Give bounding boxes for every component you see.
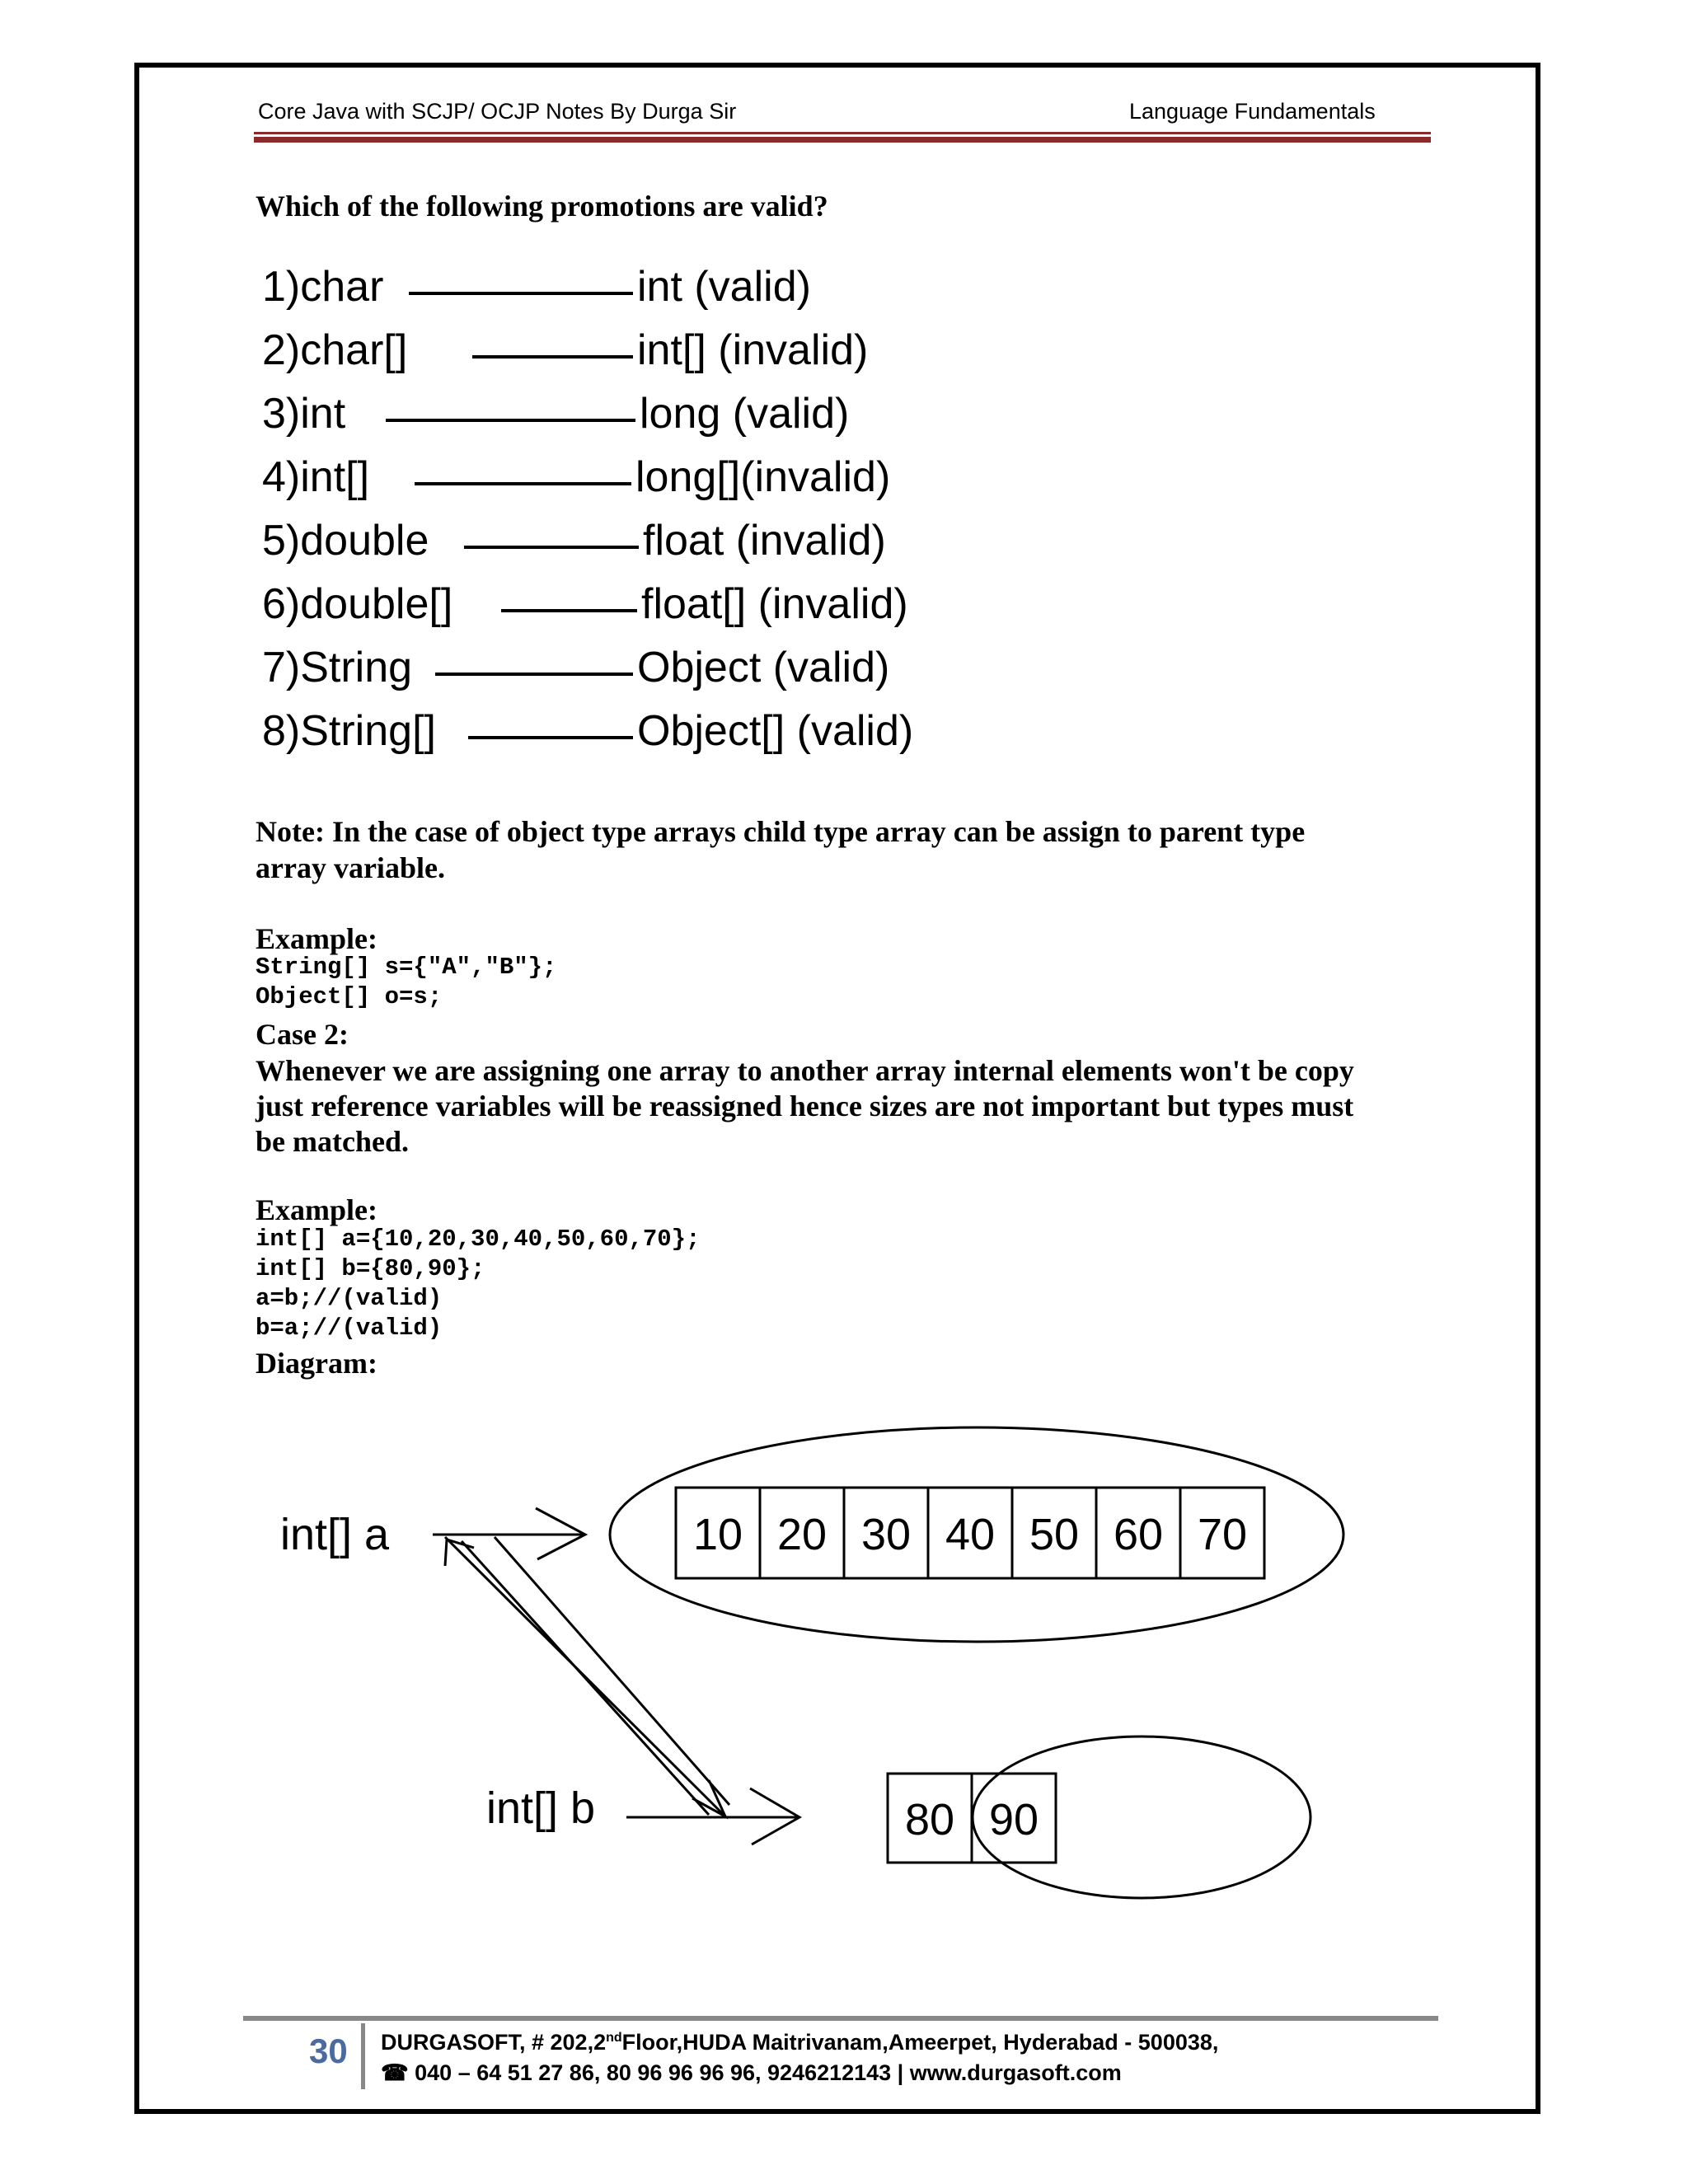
case-2-line-3: be matched. [256, 1125, 409, 1158]
promotion-target: long (valid) [640, 390, 850, 438]
array-cell-value: 70 [1197, 1510, 1248, 1559]
promotion-source: 1)char [262, 263, 384, 311]
header-rule-thick [254, 137, 1431, 143]
promotion-row [262, 579, 1004, 637]
promotion-source: 4)int[] [262, 453, 370, 501]
promotion-arrow-line [464, 546, 639, 549]
promotion-row [262, 262, 1004, 320]
promotion-row [262, 452, 1004, 510]
promotion-row [262, 389, 1004, 447]
array-b-cells [888, 1774, 1056, 1863]
footer-rule [243, 2016, 1438, 2021]
footer-divider [361, 2023, 365, 2089]
promotion-arrow-line [415, 482, 631, 485]
example-2-label: Example: [256, 1193, 377, 1226]
promotion-source: 8)String[] [262, 707, 436, 755]
case-2-line-2: just reference variables will be reassigned hence sizes are not important but types must [256, 1090, 1354, 1122]
example-2-code-2: int[] b={80,90}; [256, 1255, 485, 1282]
promotion-arrow-line [501, 609, 637, 612]
promotion-target: Object (valid) [637, 644, 890, 691]
promotion-source: 6)double[] [262, 580, 453, 628]
example-2-code-4: b=a;//(valid) [256, 1315, 443, 1342]
promotion-arrow-line [472, 355, 633, 359]
array-cell-value: 10 [692, 1510, 743, 1559]
array-cell-value: 90 [988, 1795, 1039, 1844]
array-cell-value: 40 [945, 1510, 996, 1559]
promotion-arrow-line [409, 292, 633, 295]
promotion-target: int[] (invalid) [637, 326, 869, 374]
note-line-2: array variable. [256, 851, 445, 884]
promotion-target: long[](invalid) [635, 453, 891, 501]
example-2-code-1: int[] a={10,20,30,40,50,60,70}; [256, 1226, 701, 1253]
header-rule [254, 132, 1431, 134]
promotion-row [262, 643, 1004, 701]
arrow-b-to-a [462, 1541, 709, 1815]
note-line-1: Note: In the case of object type arrays child type array can be assign to parent type [256, 815, 1306, 848]
promotion-arrow-line [435, 673, 633, 676]
question-text: Which of the following promotions are valid? [256, 190, 828, 223]
promotion-source: 7)String [262, 644, 413, 691]
promotion-source: 2)char[] [262, 326, 408, 374]
promotion-target: int (valid) [637, 263, 811, 311]
example-1-code-1: String[] s={"A","B"}; [256, 954, 557, 981]
array-cell-value: 80 [904, 1795, 955, 1844]
promotion-target: float (invalid) [643, 517, 886, 565]
promotion-arrow-line [386, 419, 635, 422]
promotion-target: Object[] (valid) [637, 707, 914, 755]
promotion-row [262, 516, 1004, 574]
promotion-source: 5)double [262, 517, 429, 565]
promotion-row [262, 326, 1004, 383]
diagram-label: Diagram: [256, 1347, 377, 1380]
array-a-cells [676, 1488, 1264, 1578]
ref-b-label: int[] b [486, 1783, 596, 1833]
example-1-code-2: Object[] o=s; [256, 983, 443, 1010]
promotion-source: 3)int [262, 390, 346, 438]
header-title: Core Java with SCJP/ OCJP Notes By Durga Sir [258, 99, 737, 124]
footer-contact: ☎ 040 – 64 51 27 86, 80 96 96 96 96, 9246212143 | www.durgasoft.com [381, 2060, 1122, 2085]
example-1-label: Example: [256, 922, 377, 955]
promotion-target: float[] (invalid) [641, 580, 908, 628]
phone-icon: ☎ [381, 2060, 409, 2085]
array-cell-value: 60 [1113, 1510, 1164, 1559]
page-number: 30 [309, 2032, 348, 2070]
array-cell-value: 50 [1029, 1510, 1080, 1559]
array-cell-value: 20 [776, 1510, 828, 1559]
promotion-row [262, 706, 1004, 764]
case-2-line-1: Whenever we are assigning one array to another array internal elements won't be copy [256, 1054, 1354, 1087]
array-cell-value: 30 [860, 1510, 912, 1559]
footer-address: DURGASOFT, # 202,2ndFloor,HUDA Maitrivanam,Ameerpet, Hyderabad - 500038, [381, 2030, 1219, 2055]
header-section: Language Fundamentals [1129, 99, 1376, 124]
ref-a-label: int[] a [280, 1510, 390, 1559]
case-2-label: Case 2: [256, 1018, 349, 1051]
promotion-arrow-line [468, 736, 633, 739]
array-reference-diagram [247, 1418, 1352, 1912]
example-2-code-3: a=b;//(valid) [256, 1285, 443, 1312]
